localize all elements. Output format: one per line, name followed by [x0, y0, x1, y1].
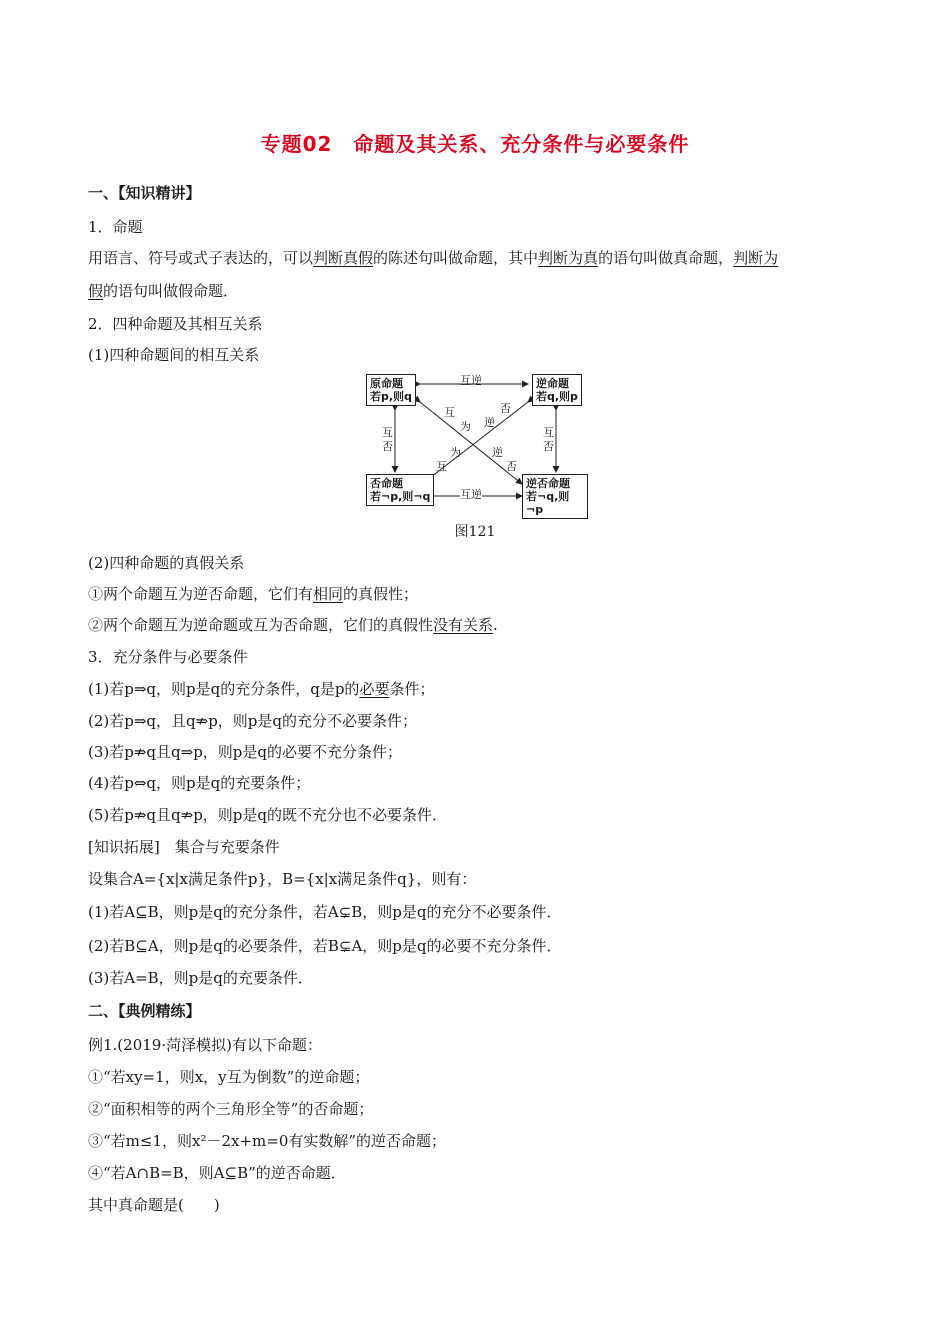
subheading-four-propositions: 2．四种命题及其相互关系 — [88, 315, 263, 333]
subheading-relations: (1)四种命题间的相互关系 — [88, 346, 260, 364]
label-diag-3: 逆 — [484, 416, 495, 429]
label-diag-2: 为 — [460, 420, 471, 433]
example-question: 其中真命题是( ) — [88, 1196, 220, 1214]
section-heading-1: 一、【知识精讲】 — [88, 184, 201, 202]
label-diag-5: 为 — [450, 446, 461, 459]
underlined-term: 判断为真 — [538, 249, 599, 267]
box-title: 原命题 — [370, 377, 403, 390]
label-left-1: 互 — [382, 426, 393, 439]
condition-4: (4)若p⇔q，则p是q的充要条件； — [88, 774, 311, 792]
label-bottom: 互逆 — [460, 488, 482, 501]
text: . — [493, 616, 498, 634]
text: 的真假性； — [343, 585, 419, 603]
label-diag-8: 否 — [506, 460, 517, 473]
box-converse — [532, 374, 582, 406]
box-content: 若¬p,则¬q — [370, 490, 431, 503]
set-rule-2: (2)若B⊆A，则p是q的必要条件，若B⊊A，则p是q的必要不充分条件． — [88, 937, 562, 955]
label-diag-4: 否 — [500, 402, 511, 415]
example-1-intro: 例1.(2019·菏泽模拟)有以下命题： — [88, 1036, 322, 1054]
knowledge-extension: [知识拓展] 集合与充要条件 — [88, 838, 280, 856]
label-top: 互逆 — [460, 374, 482, 387]
example-item-4: ④“若A∩B=B，则A⊆B”的逆否命题． — [88, 1164, 346, 1182]
text: 的语句叫做真命题， — [598, 249, 734, 267]
text: 用语言、符号或式子表达的，可以 — [88, 249, 314, 267]
box-title: 逆命题 — [536, 377, 569, 390]
label-diag-1: 互 — [444, 406, 455, 419]
text: ②两个命题互为逆命题或互为否命题，它们的真假性 — [88, 616, 434, 634]
example-item-3: ③“若m≤1，则x²－2x+m=0有实数解”的逆否命题； — [88, 1132, 447, 1150]
text: ①两个命题互为逆否命题，它们有 — [88, 585, 314, 603]
label-diag-6: 互 — [436, 460, 447, 473]
label-diag-7: 逆 — [492, 446, 503, 459]
text: (1)若p⇒q，则p是q的充分条件，q是p的 — [88, 680, 360, 698]
subheading-proposition: 1．命题 — [88, 218, 143, 236]
condition-3: (3)若p⇏q且q⇒p，则p是q的必要不充分条件； — [88, 743, 402, 761]
rule-2 — [88, 615, 498, 635]
label-right-1: 互 — [543, 426, 554, 439]
box-title: 逆否命题 — [526, 477, 570, 490]
set-rule-3: (3)若A=B，则p是q的充要条件． — [88, 969, 313, 987]
condition-5: (5)若p⇏q且q⇏p，则p是q的既不充分也不必要条件． — [88, 806, 447, 824]
box-content: 若p,则q — [370, 390, 412, 403]
underlined-term: 假 — [88, 282, 104, 300]
label-left-2: 否 — [382, 440, 393, 453]
box-contrapositive — [522, 474, 588, 519]
underlined-term: 判断为 — [733, 249, 779, 267]
rule-1 — [88, 584, 418, 604]
paragraph-proposition-line1 — [88, 248, 778, 268]
set-definition: 设集合A={x|x满足条件p}，B={x|x满足条件q}，则有： — [88, 870, 477, 888]
underlined-term: 相同 — [313, 585, 344, 603]
example-item-1: ①“若xy=1，则x，y互为倒数”的逆命题； — [88, 1068, 370, 1086]
subheading-conditions: 3．充分条件与必要条件 — [88, 648, 248, 666]
figure-caption: 图121 — [454, 524, 496, 540]
example-item-2: ②“面积相等的两个三角形全等”的否命题； — [88, 1100, 374, 1118]
paragraph-proposition-line2 — [88, 281, 238, 301]
underlined-term: 判断真假 — [313, 249, 374, 267]
section-heading-2: 二、【典例精练】 — [88, 1002, 201, 1020]
page-title: 专题02 命题及其关系、充分条件与必要条件 — [260, 132, 690, 156]
text: 的语句叫做假命题． — [103, 282, 239, 300]
set-rule-1: (1)若A⊆B，则p是q的充分条件，若A⊊B，则p是q的充分不必要条件． — [88, 903, 562, 921]
box-content: 若¬q,则¬p — [526, 490, 570, 516]
box-original — [366, 374, 416, 406]
underlined-term: 必要 — [359, 680, 390, 698]
box-title: 否命题 — [370, 477, 403, 490]
subheading-truth: (2)四种命题的真假关系 — [88, 554, 245, 572]
text: 条件； — [389, 680, 435, 698]
label-right-2: 否 — [543, 440, 554, 453]
underlined-term: 没有关系 — [433, 616, 494, 634]
condition-1 — [88, 679, 434, 699]
box-inverse — [366, 474, 434, 506]
box-content: 若q,则p — [536, 390, 578, 403]
condition-2: (2)若p⇒q，且q⇏p，则p是q的充分不必要条件； — [88, 712, 417, 730]
four-propositions-diagram — [362, 372, 588, 516]
text: 的陈述句叫做命题，其中 — [373, 249, 539, 267]
